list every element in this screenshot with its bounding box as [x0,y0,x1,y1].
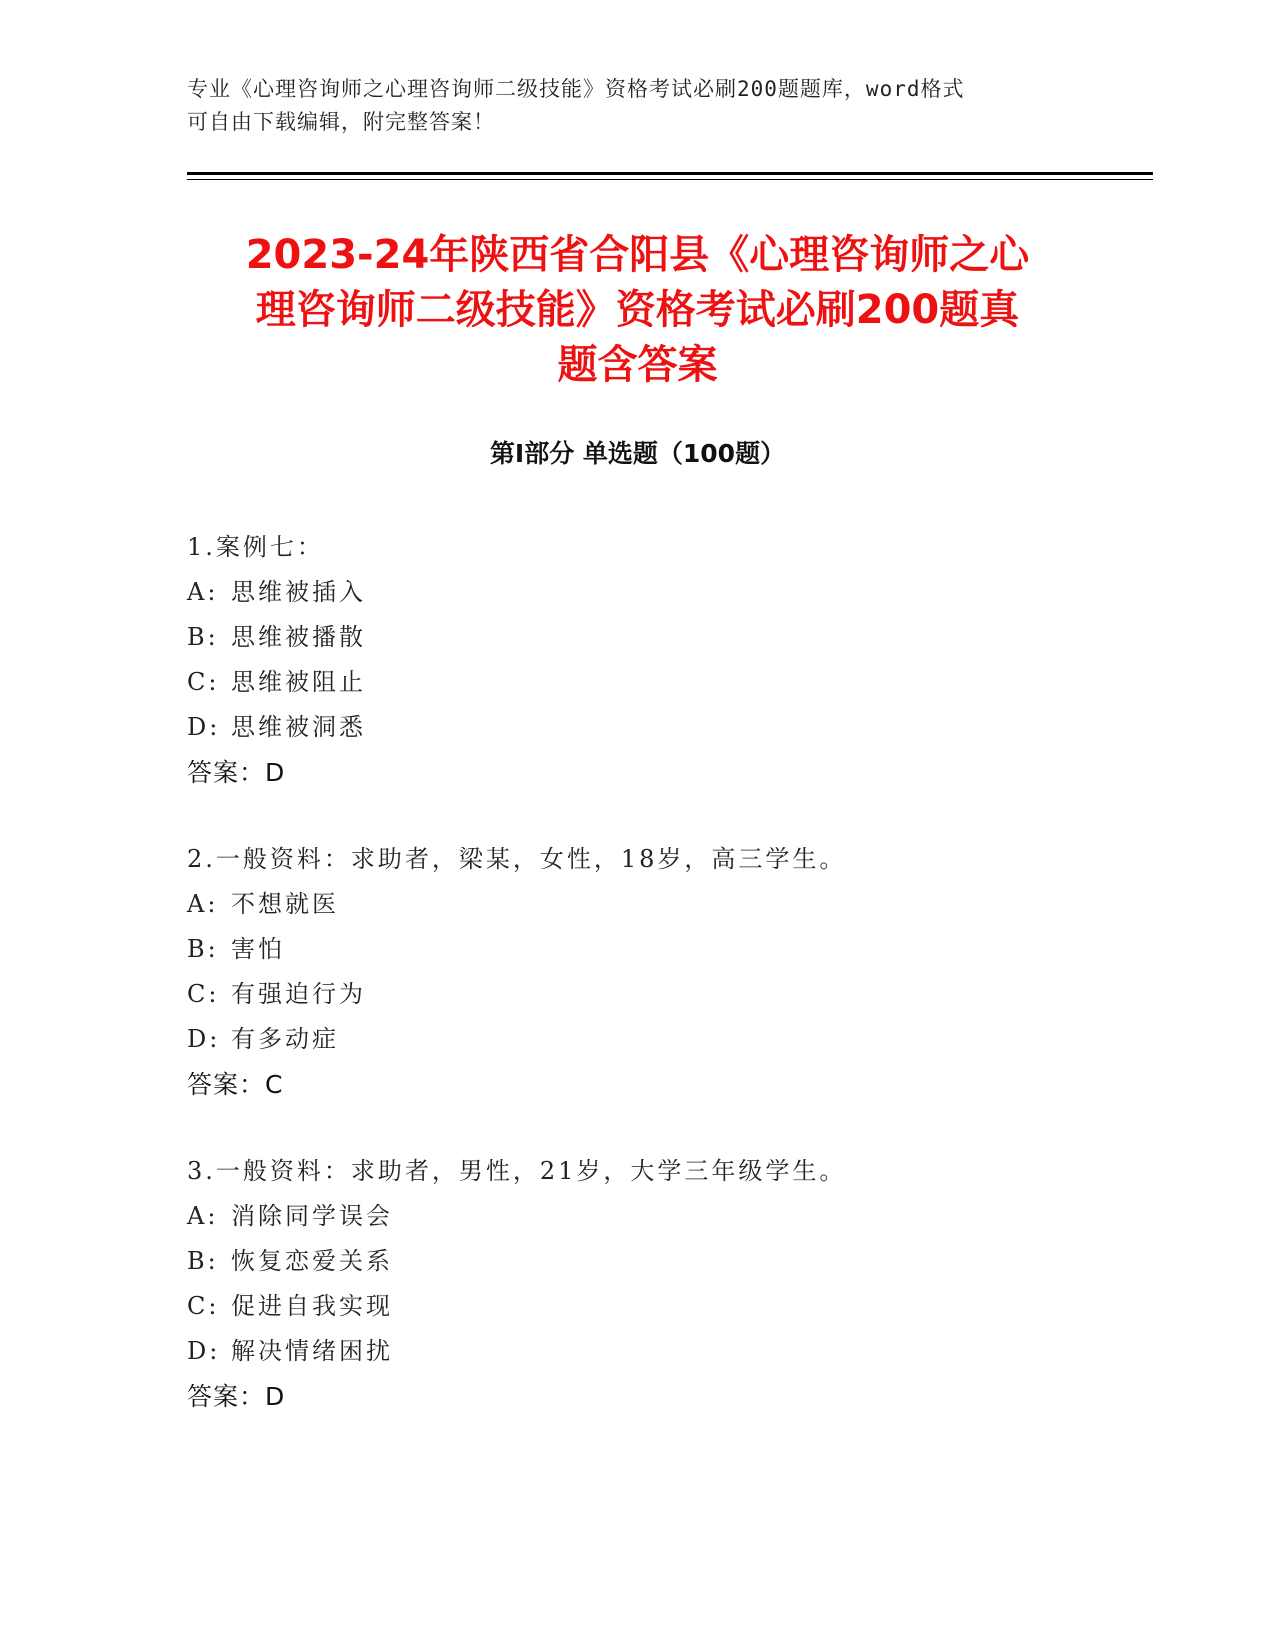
document-title-line-2: 理咨询师二级技能》资格考试必刷200题真 [255,287,1020,333]
header-note [187,73,1067,139]
option-c [187,660,1087,705]
answer-line: 答案：D [187,1382,286,1411]
document-title-line-1: 2023-24年陕西省合阳县《心理咨询师之心 [245,232,1030,278]
option-letter: D: [187,1337,221,1365]
option-text: 不想就医 [231,890,339,918]
question-item [187,837,1087,1107]
option-text: 解决情绪困扰 [231,1337,393,1365]
option-b [187,927,1087,972]
option-text: 有强迫行为 [231,980,366,1008]
option-d [187,705,1087,750]
question-item [187,1149,1087,1419]
option-d [187,1017,1087,1062]
option-c [187,1284,1087,1329]
option-text: 思维被阻止 [231,668,366,696]
option-text: 有多动症 [231,1025,339,1053]
header-divider-thin [187,179,1153,180]
option-text: 思维被洞悉 [231,713,366,741]
option-letter: B: [187,1247,219,1275]
question-item [187,525,1087,795]
option-letter: B: [187,623,219,651]
option-b [187,615,1087,660]
option-a [187,1194,1087,1239]
option-letter: B: [187,935,219,963]
header-note-line-1: 专业《心理咨询师之心理咨询师二级技能》资格考试必刷200题题库，word格式 [187,77,965,101]
option-text: 恢复恋爱关系 [231,1247,393,1275]
option-text: 思维被播散 [231,623,366,651]
option-letter: A: [187,890,219,918]
option-text: 促进自我实现 [231,1292,393,1320]
option-letter: D: [187,713,221,741]
question-stem: 3.一般资料：求助者，男性，21岁，大学三年级学生。 [187,1157,847,1185]
question-stem: 2.一般资料：求助者，梁某，女性，18岁，高三学生。 [187,845,847,873]
option-a [187,882,1087,927]
header-divider-thick [187,172,1153,175]
option-a [187,570,1087,615]
option-letter: C: [187,668,220,696]
option-c [187,972,1087,1017]
option-letter: C: [187,980,220,1008]
section-title: 第Ⅰ部分 单选题（100题） [489,439,786,468]
option-text: 害怕 [231,935,285,963]
option-letter: D: [187,1025,221,1053]
document-title [160,228,1115,393]
option-text: 思维被插入 [231,578,366,606]
option-letter: A: [187,1202,219,1230]
option-text: 消除同学误会 [231,1202,393,1230]
option-letter: A: [187,578,219,606]
answer-line: 答案：C [187,1070,284,1099]
header-note-line-2: 可自由下载编辑，附完整答案！ [187,110,495,134]
option-letter: C: [187,1292,220,1320]
answer-line: 答案：D [187,758,286,787]
question-stem: 1.案例七： [187,533,324,561]
document-title-line-3: 题含答案 [557,342,718,388]
option-b [187,1239,1087,1284]
question-list [187,525,1087,1461]
option-d [187,1329,1087,1374]
